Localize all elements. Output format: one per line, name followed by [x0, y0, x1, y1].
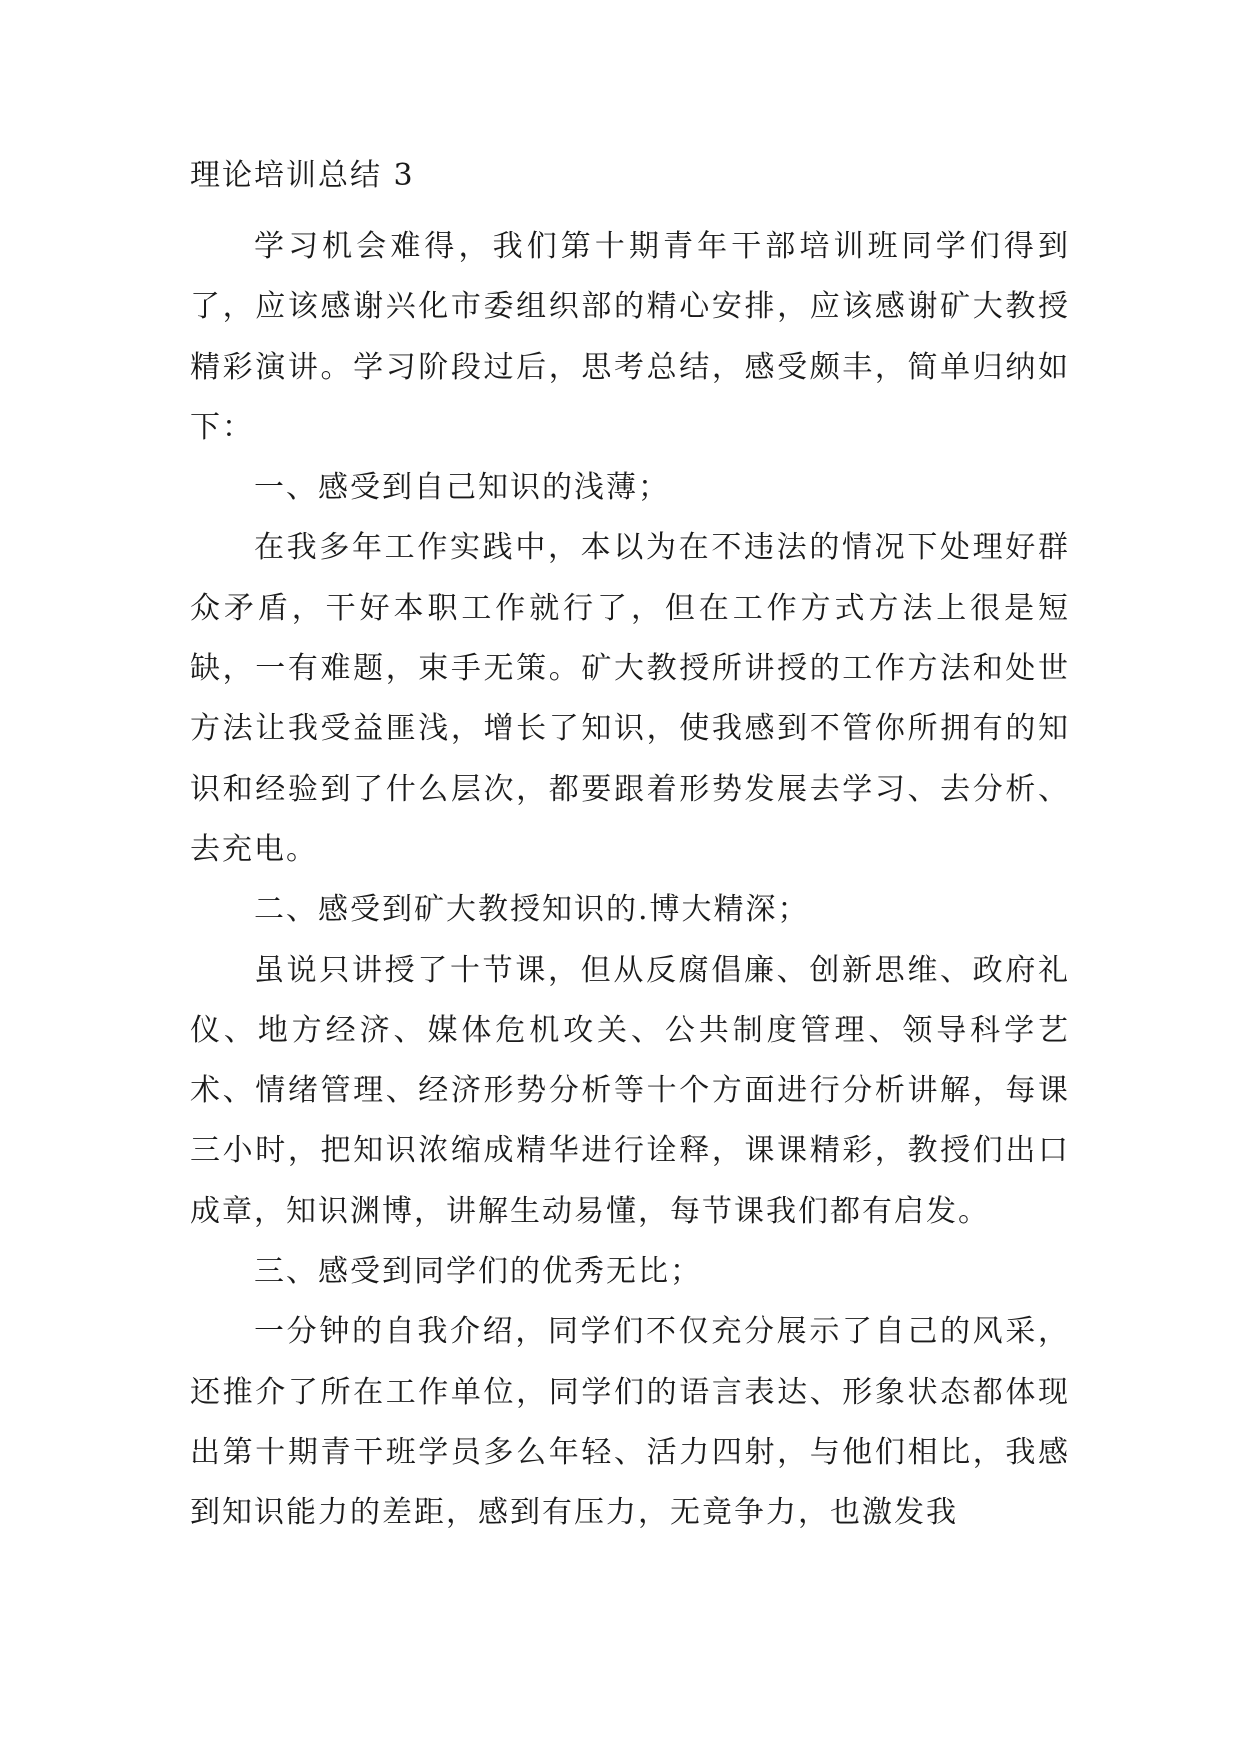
document-title: 理论培训总结 3: [190, 158, 415, 193]
paragraph-intro: 学习机会难得，我们第十期青年干部培训班同学们得到了，应该感谢兴化市委组织部的精心安排，应该感谢矿大教授精彩演讲。学习阶段过后，思考总结，感受颇丰，简单归纳如下：: [190, 229, 1070, 445]
paragraph-section-3: 一分钟的自我介绍，同学们不仅充分展示了自己的风采，还推介了所在工作单位，同学们的语言表达、形象状态都体现出第十期青干班学员多么年轻、活力四射，与他们相比，我感到知识能力的差距，感到有压力，无竟争力，也激发我: [190, 1314, 1070, 1531]
section-heading-3: 三、感受到同学们的优秀无比；: [254, 1254, 702, 1290]
section-heading-1: 一、感受到自己知识的浅薄；: [254, 470, 670, 506]
paragraph-section-1: 在我多年工作实践中，本以为在不违法的情况下处理好群众矛盾，干好本职工作就行了，但在工作方式方法上很是短缺，一有难题，束手无策。矿大教授所讲授的工作方法和处世方法让我受益匪浅，增长了知识，使我感到不管你所拥有的知识和经验到了什么层次，都要跟着形势发展去学习、去分析、去充电。: [190, 530, 1070, 867]
paragraph-section-2: 虽说只讲授了十节课，但从反腐倡廉、创新思维、政府礼仪、地方经济、媒体危机攻关、公共制度管理、领导科学艺术、情绪管理、经济形势分析等十个方面进行分析讲解，每课三小时，把知识浓缩成精华进行诠释，课课精彩，教授们出口成章，知识渊博，讲解生动易懂，每节课我们都有启发。: [190, 952, 1070, 1229]
section-heading-2: 二、感受到矿大教授知识的.博大精深；: [254, 892, 810, 928]
document-body: [190, 158, 1070, 1544]
